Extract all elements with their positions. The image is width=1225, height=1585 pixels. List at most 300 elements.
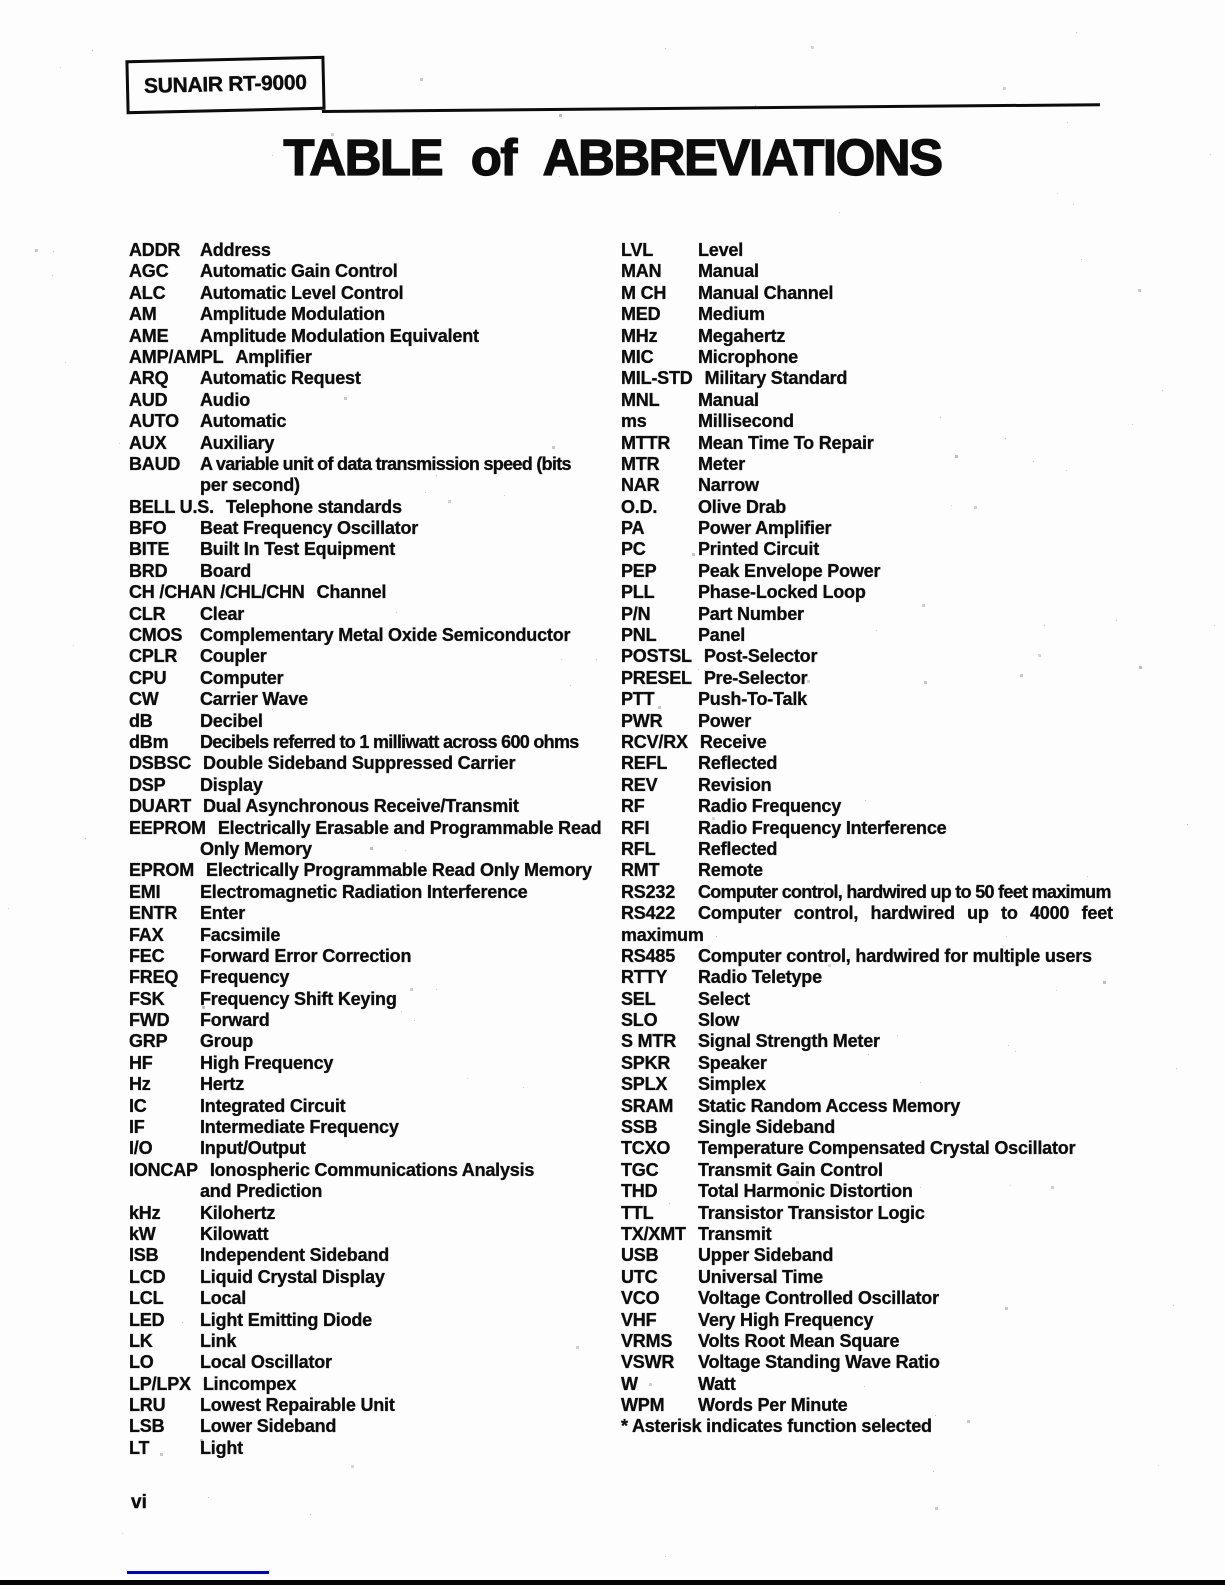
abbreviation: dBm [129, 731, 169, 752]
abbr-row [621, 1374, 1211, 1395]
abbr-row [621, 753, 1211, 774]
definition: Light [200, 1437, 243, 1458]
definition: Lower Sideband [200, 1416, 337, 1437]
abbr-row [621, 1031, 1211, 1052]
definition: Amplitude Modulation [200, 304, 385, 325]
definition: Automatic Gain Control [200, 261, 398, 282]
definition: Computer [200, 667, 284, 688]
abbr-row [129, 625, 621, 646]
abbr-row [621, 240, 1211, 261]
abbr-row [129, 668, 621, 689]
abbreviation: ARQ [129, 368, 169, 389]
abbreviation: MAN [621, 261, 662, 282]
definition: Electrically Erasable and Programmable Read [217, 817, 602, 838]
definition: Temperature Compensated Crystal Oscillator [698, 1138, 1076, 1159]
definition: Telephone standards [225, 496, 402, 517]
abbreviation: POSTSL [621, 646, 692, 667]
definition: Forward [200, 1010, 270, 1031]
abbreviation: SPLX [621, 1074, 668, 1095]
definition: Automatic Level Control [200, 282, 404, 303]
abbr-row [621, 561, 1211, 582]
abbr-row [129, 711, 621, 732]
abbr-row [129, 1245, 621, 1266]
abbr-row [621, 1074, 1211, 1095]
abbr-row [129, 411, 621, 432]
abbr-row [129, 518, 621, 539]
abbreviation: RFI [621, 817, 650, 838]
definition: Signal Strength Meter [698, 1031, 880, 1052]
abbreviation: LSB [129, 1416, 165, 1437]
abbr-row [129, 796, 621, 817]
abbreviation: LP/LPX [129, 1373, 191, 1394]
definition: Phase-Locked Loop [698, 582, 866, 603]
abbr-row [621, 1288, 1211, 1309]
abbreviation: UTC [621, 1266, 658, 1287]
definition: Input/Output [200, 1138, 306, 1159]
definition-continuation: Only Memory [200, 838, 312, 859]
abbr-row [129, 261, 621, 282]
definition: Kilowatt [200, 1223, 269, 1244]
definition: Narrow [698, 475, 759, 496]
abbr-row [129, 475, 621, 496]
abbreviation: REV [621, 774, 658, 795]
abbr-row [129, 283, 621, 304]
abbr-row [621, 433, 1211, 454]
abbreviation: SPKR [621, 1052, 671, 1073]
abbreviation: TTL [621, 1202, 654, 1223]
abbr-row [129, 1074, 621, 1095]
definition: Microphone [698, 346, 798, 367]
definition: Mean Time To Repair [698, 432, 874, 453]
abbr-row [129, 839, 621, 860]
definition: Lincompex [202, 1373, 297, 1394]
abbr-row [129, 903, 621, 924]
abbr-row [129, 433, 621, 454]
abbr-row [129, 1160, 621, 1181]
definition: Printed Circuit [698, 539, 820, 560]
abbr-row [129, 604, 621, 625]
definition: Olive Drab [698, 496, 787, 517]
abbreviation: ms [621, 411, 647, 432]
abbreviation: GRP [129, 1031, 168, 1052]
definition: Audio [200, 389, 250, 410]
abbreviation: O.D. [621, 496, 658, 517]
abbreviation [129, 1181, 200, 1202]
definition: Computer control, hardwired up to 50 feet maximum [698, 881, 1111, 902]
definition: Coupler [200, 646, 267, 667]
abbr-row [621, 497, 1211, 518]
abbreviation: ALC [129, 282, 166, 303]
definition: Slow [698, 1010, 740, 1031]
definition: Double Sideband Suppressed Carrier [203, 753, 516, 774]
abbreviation: BAUD [129, 453, 181, 474]
definition: Board [200, 560, 252, 581]
abbr-row [129, 1096, 621, 1117]
abbr-row [129, 1053, 621, 1074]
abbreviation: LCL [129, 1288, 164, 1309]
abbreviation: CW [129, 689, 159, 710]
definition: Power [698, 710, 752, 731]
abbreviation: AUTO [129, 411, 179, 432]
abbr-row [129, 753, 621, 774]
abbreviation: IONCAP [129, 1159, 198, 1180]
definition: Select [698, 988, 750, 1009]
abbr-row [129, 882, 621, 903]
definition: Peak Envelope Power [698, 560, 881, 581]
definition: A variable unit of data transmission speed (bits [200, 453, 571, 474]
definition: Simplex [698, 1074, 766, 1095]
abbreviation: RF [621, 796, 645, 817]
definition: Enter [200, 903, 246, 924]
abbr-row [621, 1160, 1211, 1181]
abbr-row [621, 1181, 1211, 1202]
definition: Millisecond [698, 411, 794, 432]
definition: Light Emitting Diode [200, 1309, 372, 1330]
definition: Display [200, 774, 263, 795]
definition: Medium [698, 304, 765, 325]
abbr-row [129, 646, 621, 667]
abbr-row [621, 989, 1211, 1010]
definition: Complementary Metal Oxide Semiconductor [200, 625, 571, 646]
abbr-row [621, 967, 1211, 988]
abbr-row [621, 368, 1211, 389]
abbreviation: S MTR [621, 1031, 676, 1052]
abbreviation: AGC [129, 261, 169, 282]
abbreviation: PC [621, 539, 646, 560]
abbr-row [129, 775, 621, 796]
abbr-row [621, 903, 1211, 924]
abbreviation: RS422 [621, 903, 676, 924]
definition: Automatic Request [200, 368, 361, 389]
abbr-row [129, 1031, 621, 1052]
abbreviation: PWR [621, 710, 663, 731]
abbr-row [621, 261, 1211, 282]
definition: Decibel [200, 710, 263, 731]
abbreviation: VRMS [621, 1330, 673, 1351]
abbr-row [129, 304, 621, 325]
abbr-row [129, 1138, 621, 1159]
abbreviation: CPLR [129, 646, 178, 667]
definition: Forward Error Correction [200, 945, 412, 966]
abbr-row [621, 454, 1211, 475]
definition: Independent Sideband [200, 1245, 390, 1266]
header-badge: SUNAIR RT-9000 [143, 71, 307, 98]
definition: Electromagnetic Radiation Interference [200, 881, 528, 902]
definition: Amplitude Modulation Equivalent [200, 325, 479, 346]
abbr-row [129, 732, 621, 753]
abbreviation: ADDR [129, 240, 181, 260]
abbr-row [621, 860, 1211, 881]
abbr-row [621, 390, 1211, 411]
abbreviation: RMT [621, 860, 660, 881]
page-number: vi [131, 1492, 147, 1513]
abbreviations-right-column [621, 240, 1211, 1438]
abbr-row [129, 1352, 621, 1373]
definition: Revision [698, 774, 772, 795]
abbr-row [621, 1352, 1211, 1373]
abbr-row [621, 1010, 1211, 1031]
bottom-scan-edge [0, 1580, 1225, 1585]
abbr-row [129, 818, 621, 839]
abbr-row [621, 518, 1211, 539]
definition: Receive [699, 731, 767, 752]
definition: Upper Sideband [698, 1245, 834, 1266]
abbr-row [129, 946, 621, 967]
definition: Words Per Minute [698, 1395, 848, 1416]
definition: Channel [316, 582, 387, 603]
abbr-row [129, 1331, 621, 1352]
abbreviation: kHz [129, 1202, 161, 1223]
abbr-row [621, 604, 1211, 625]
definition: Manual [698, 261, 759, 282]
abbreviation: TX/XMT [621, 1223, 686, 1244]
abbreviation: VHF [621, 1309, 657, 1330]
abbr-row [129, 1438, 621, 1459]
abbr-row [129, 1395, 621, 1416]
abbreviation: EPROM [129, 860, 195, 881]
abbr-row [129, 582, 621, 603]
abbr-row [129, 989, 621, 1010]
abbr-row [621, 582, 1211, 603]
definition: Watt [698, 1373, 736, 1394]
abbr-row [129, 967, 621, 988]
abbreviation: IC [129, 1095, 147, 1116]
definition: Radio Frequency [698, 796, 842, 817]
abbreviation: RS485 [621, 945, 676, 966]
abbreviation: THD [621, 1181, 658, 1202]
abbreviation: USB [621, 1245, 659, 1266]
abbr-row [621, 839, 1211, 860]
definition: Local Oscillator [200, 1352, 332, 1373]
abbreviations-left-column [129, 240, 621, 1459]
abbr-row [129, 347, 621, 368]
abbr-row [621, 775, 1211, 796]
abbreviation: dB [129, 710, 153, 731]
abbr-row [129, 368, 621, 389]
abbreviation: MHz [621, 325, 658, 346]
abbr-row [621, 625, 1211, 646]
abbreviation: PTT [621, 689, 655, 710]
abbr-row [129, 454, 621, 475]
abbreviation: P/N [621, 603, 651, 624]
definition: Remote [698, 860, 763, 881]
definition: Speaker [698, 1052, 767, 1073]
definition: Radio Teletype [698, 967, 822, 988]
abbr-row [129, 1224, 621, 1245]
definition: Power Amplifier [698, 518, 832, 539]
abbreviation: DSBSC [129, 753, 192, 774]
definition: Group [200, 1031, 253, 1052]
definition: Transmit [698, 1223, 772, 1244]
abbr-row [621, 732, 1211, 753]
abbreviation: kW [129, 1223, 156, 1244]
abbr-row [621, 711, 1211, 732]
abbreviation: SLO [621, 1010, 658, 1031]
definition: Universal Time [698, 1266, 823, 1287]
abbreviation: CPU [129, 667, 167, 688]
abbreviation: AUX [129, 432, 167, 453]
abbr-row [621, 1053, 1211, 1074]
abbreviation: MNL [621, 389, 660, 410]
definition: Frequency Shift Keying [200, 988, 397, 1009]
abbreviation: REFL [621, 753, 668, 774]
definition: Link [200, 1330, 237, 1351]
abbr-row [621, 668, 1211, 689]
abbr-row [621, 1245, 1211, 1266]
header-rule [322, 103, 1100, 113]
definition: Beat Frequency Oscillator [200, 518, 419, 539]
abbr-row [129, 1374, 621, 1395]
definition: Panel [698, 625, 746, 646]
definition: Transmit Gain Control [698, 1159, 883, 1180]
abbreviation: FSK [129, 988, 165, 1009]
abbreviation: BITE [129, 539, 170, 560]
abbr-row [621, 326, 1211, 347]
definition: Intermediate Frequency [200, 1117, 399, 1138]
abbr-row [621, 1310, 1211, 1331]
abbreviation: NAR [621, 475, 660, 496]
abbreviation: I/O [129, 1138, 153, 1159]
definition: Ionospheric Communications Analysis [209, 1159, 535, 1180]
abbreviation: WPM [621, 1395, 665, 1416]
abbreviation: FAX [129, 924, 164, 945]
abbreviation: LK [129, 1330, 153, 1351]
abbreviation: DSP [129, 774, 166, 795]
definition: Built In Test Equipment [200, 539, 396, 560]
abbreviation: AM [129, 304, 157, 325]
abbreviation: FREQ [129, 967, 179, 988]
definition: Clear [200, 603, 245, 624]
abbr-row [621, 1203, 1211, 1224]
definition: Radio Frequency Interference [698, 817, 947, 838]
abbreviation: MED [621, 304, 661, 325]
definition: Carrier Wave [200, 689, 308, 710]
abbreviation: SRAM [621, 1095, 674, 1116]
definition-continuation: per second) [200, 475, 300, 496]
abbreviation: TGC [621, 1159, 659, 1180]
definition-continuation: and Prediction [200, 1181, 323, 1202]
definition: Computer control, hardwired for multiple users [698, 945, 1092, 966]
abbr-row [621, 304, 1211, 325]
definition: Part Number [698, 603, 804, 624]
definition: Reflected [698, 753, 778, 774]
definition: Transistor Transistor Logic [698, 1202, 925, 1223]
definition: Local [200, 1288, 247, 1309]
abbr-row [129, 561, 621, 582]
definition: Static Random Access Memory [698, 1095, 961, 1116]
abbreviation: RFL [621, 838, 656, 859]
abbreviation: AUD [129, 389, 168, 410]
scan-noise [0, 0, 1, 1]
abbreviation: RTTY [621, 967, 668, 988]
abbr-row [129, 240, 621, 261]
abbr-row [621, 539, 1211, 560]
definition: Lowest Repairable Unit [200, 1395, 395, 1416]
definition: Reflected [698, 838, 778, 859]
abbreviation: BELL U.S. [129, 496, 214, 517]
definition: Pre-Selector [703, 667, 808, 688]
abbr-row [129, 1267, 621, 1288]
abbreviation: BFO [129, 518, 167, 539]
abbr-row [129, 539, 621, 560]
definition: Dual Asynchronous Receive/Transmit [203, 796, 519, 817]
abbr-row [621, 347, 1211, 368]
abbr-row [621, 1138, 1211, 1159]
abbr-row [129, 860, 621, 881]
abbr-row [621, 1267, 1211, 1288]
abbr-row [129, 1310, 621, 1331]
definition: Meter [698, 453, 746, 474]
footnote: * Asterisk indicates function selected [621, 1416, 932, 1437]
abbr-row [621, 411, 1211, 432]
abbr-row [129, 1203, 621, 1224]
definition: Manual Channel [698, 282, 834, 303]
abbreviation: VCO [621, 1288, 660, 1309]
abbr-row [621, 646, 1211, 667]
abbreviation: LVL [621, 240, 654, 260]
definition: Single Sideband [698, 1117, 836, 1138]
definition: Post-Selector [703, 646, 818, 667]
definition: Amplifier [235, 346, 312, 367]
definition: Manual [698, 389, 759, 410]
abbreviation: FEC [129, 945, 165, 966]
abbr-row [621, 1416, 1211, 1437]
abbreviation: AME [129, 325, 169, 346]
definition: Electrically Programmable Read Only Memory [206, 860, 592, 881]
abbr-row [129, 1416, 621, 1437]
abbreviation: LT [129, 1437, 150, 1458]
definition: Address [200, 240, 271, 260]
abbreviation: AMP/AMPL [129, 346, 224, 367]
abbreviation: MIL-STD [621, 368, 693, 389]
abbreviation: Hz [129, 1074, 151, 1095]
abbreviation: LO [129, 1352, 154, 1373]
definition: Frequency [200, 967, 290, 988]
definition: Level [698, 240, 744, 260]
page-title: TABLE of ABBREVIATIONS [283, 129, 942, 186]
definition: Facsimile [200, 924, 281, 945]
abbreviation: PRESEL [621, 667, 692, 688]
definition: Megahertz [698, 325, 786, 346]
definition: Total Harmonic Distortion [698, 1181, 913, 1202]
definition: Voltage Standing Wave Ratio [698, 1352, 940, 1373]
abbr-row [129, 390, 621, 411]
definition: Computer control, hardwired up to 4000 feet [698, 903, 1113, 924]
abbr-row [621, 946, 1211, 967]
abbreviation: FWD [129, 1010, 170, 1031]
abbr-row [621, 1331, 1211, 1352]
abbreviation: EEPROM [129, 817, 206, 838]
abbreviation: SSB [621, 1117, 658, 1138]
abbr-row [621, 1096, 1211, 1117]
definition: Liquid Crystal Display [200, 1266, 385, 1287]
abbr-row [129, 1288, 621, 1309]
abbr-row [129, 1181, 621, 1202]
abbreviation: DUART [129, 796, 191, 817]
abbreviation: LED [129, 1309, 165, 1330]
abbr-row [621, 689, 1211, 710]
abbr-row [621, 1395, 1211, 1416]
link-underline [127, 1571, 269, 1574]
abbreviation: PA [621, 518, 645, 539]
definition: Auxiliary [200, 432, 275, 453]
abbreviation: LRU [129, 1395, 166, 1416]
abbreviation: EMI [129, 881, 161, 902]
definition: Volts Root Mean Square [698, 1330, 900, 1351]
definition: Very High Frequency [698, 1309, 874, 1330]
abbreviation: SEL [621, 988, 656, 1009]
abbreviation: PLL [621, 582, 655, 603]
